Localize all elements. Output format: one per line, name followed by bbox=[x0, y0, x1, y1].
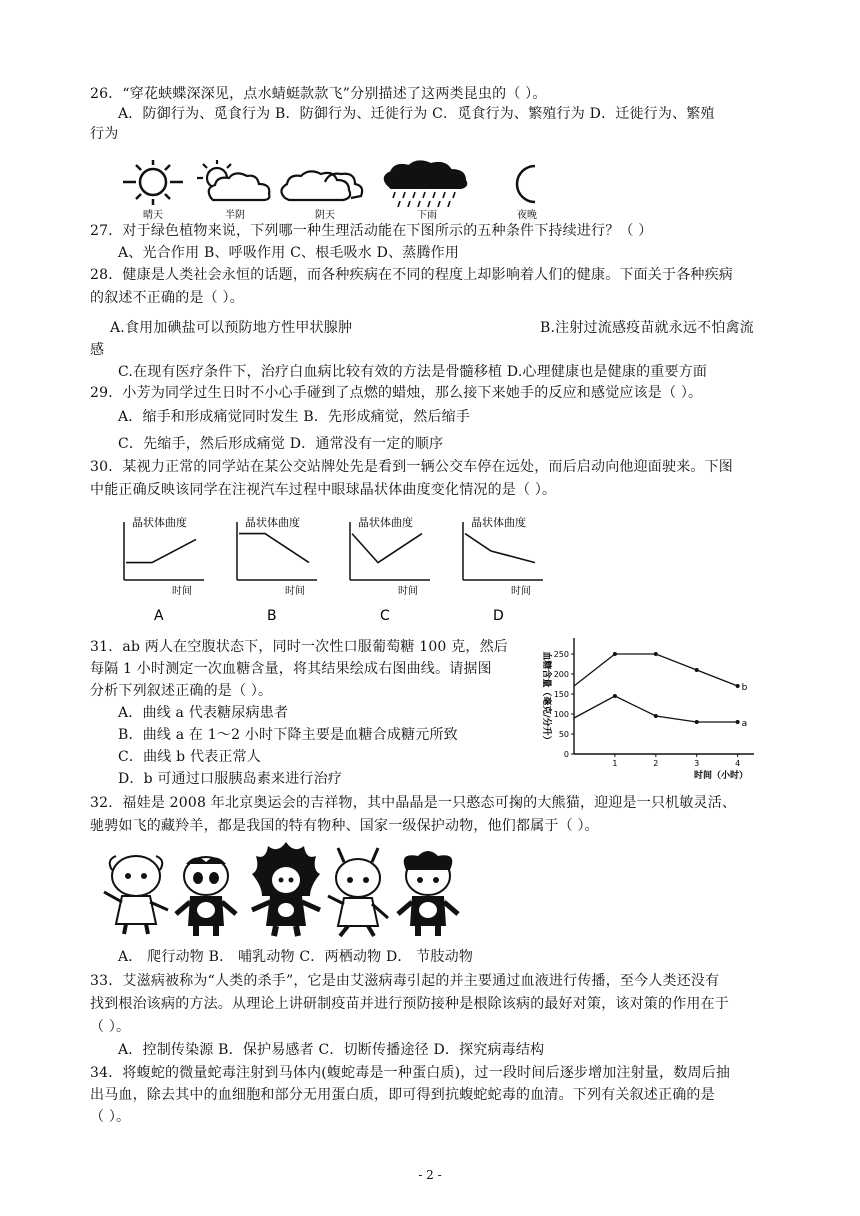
weather-label-cloudy: 阴天 bbox=[315, 210, 335, 221]
weather-figure bbox=[115, 160, 565, 222]
series-line-a bbox=[574, 696, 738, 722]
q33-stem-wrap2: （ ）。 bbox=[90, 1019, 131, 1035]
series-point-a bbox=[695, 720, 699, 724]
y-tick-label: 200 bbox=[553, 670, 569, 679]
lens-graph-D bbox=[463, 515, 543, 622]
weather-label-sunny: 晴天 bbox=[143, 210, 163, 221]
q31-stem: 31．ab 两人在空腹状态下，同时一次性口服葡萄糖 100 克，然后 bbox=[90, 639, 508, 655]
lens-graph-letter: B bbox=[267, 608, 277, 622]
mascot-jingjing bbox=[176, 857, 236, 936]
moon-icon bbox=[517, 166, 535, 202]
mascot-yingying bbox=[328, 848, 388, 936]
q31-option-d: D．b 可通过口服胰岛素来进行治疗 bbox=[118, 771, 343, 787]
q34-stem-wrap2: （ ）。 bbox=[90, 1109, 131, 1125]
q33-stem-wrap: 找到根治该病的方法。从理论上讲研制疫苗并进行预防接种是根除该病的最好对策，该对策的作用在于 bbox=[90, 996, 729, 1012]
lens-graph-ylabel: 晶状体曲度 bbox=[132, 516, 187, 529]
q31-option-a: A．曲线 a 代表糖尿病患者 bbox=[118, 705, 289, 721]
series-point-a bbox=[654, 714, 658, 718]
lens-graph-xlabel: 时间 bbox=[172, 586, 192, 597]
q31-stem-wrap: 每隔 1 小时测定一次血糖含量，将其结果绘成右图曲线。请据图 bbox=[90, 661, 492, 677]
rain-icon bbox=[385, 161, 467, 207]
series-line-b bbox=[574, 654, 738, 686]
q28-stem: 28．健康是人类社会永恒的话题，而各种疾病在不同的程度上却影响着人们的健康。下面关于各种疾病 bbox=[90, 267, 734, 283]
lens-graph-letter: C bbox=[380, 608, 390, 622]
mascot-beibei bbox=[104, 856, 168, 934]
q26-options-wrap: 行为 bbox=[90, 126, 119, 142]
series-point-b bbox=[736, 684, 740, 688]
q33-stem: 33．艾滋病被称为“人类的杀手”，它是由艾滋病毒引起的并主要通过血液进行传播，至今人类还没有 bbox=[90, 973, 720, 989]
mascot-nini bbox=[398, 851, 458, 936]
lens-graph-curve bbox=[465, 534, 535, 563]
y-axis-label: 血糖含量（毫克/分升） bbox=[541, 651, 551, 745]
q28-options-cd: C.在现有医疗条件下，治疗白血病比较有效的方法是骨髓移植 D.心理健康也是健康的重要方面 bbox=[118, 364, 708, 380]
lens-graph-xlabel: 时间 bbox=[398, 586, 418, 597]
cloud-icon bbox=[281, 171, 362, 200]
q26-stem: 26．“穿花蛱蝶深深见，点水蜻蜓款款飞”分别描述了这两类昆虫的（ ）。 bbox=[90, 86, 547, 102]
mascot-huanhuan bbox=[252, 842, 320, 936]
q28-option-b-wrap: 感 bbox=[90, 342, 105, 358]
q28-option-b: B.注射过流感疫苗就永远不怕禽流 bbox=[540, 320, 754, 336]
q30-stem: 30．某视力正常的同学站在某公交站牌处先是看到一辆公交车停在远处，而后启动向他迎面驶来。下图 bbox=[90, 459, 734, 475]
q34-stem: 34．将蝮蛇的微量蛇毒注射到马体内(蝮蛇毒是一种蛋白质)，过一段时间后逐步增加注射量，数周后抽 bbox=[90, 1065, 731, 1081]
lens-graph-B bbox=[237, 515, 317, 622]
q31-option-b: B．曲线 a 在 1～2 小时下降主要是血糖合成糖元所致 bbox=[118, 727, 458, 743]
series-label-b: b bbox=[741, 683, 748, 693]
weather-label-partly: 半阴 bbox=[225, 210, 245, 221]
q32-options: A． 爬行动物 B． 哺乳动物 C．两栖动物 D． 节肢动物 bbox=[118, 949, 474, 965]
series-point-a bbox=[613, 694, 617, 698]
y-tick-label: 150 bbox=[553, 690, 569, 699]
lens-graph-ylabel: 晶状体曲度 bbox=[471, 516, 526, 529]
weather-label-night: 夜晚 bbox=[517, 210, 537, 221]
lens-graph-C bbox=[350, 515, 430, 622]
lens-graph-xlabel: 时间 bbox=[285, 586, 305, 597]
lens-graph-xlabel: 时间 bbox=[511, 586, 531, 597]
x-tick-label: 1 bbox=[612, 759, 618, 768]
q27-stem: 27．对于绿色植物来说，下列哪一种生理活动能在下图所示的五种条件下持续进行？（ ） bbox=[90, 223, 653, 239]
lens-graph-letter: A bbox=[154, 608, 164, 622]
lens-graph-ylabel: 晶状体曲度 bbox=[245, 516, 300, 529]
q31-stem-wrap2: 分析下列叙述正确的是（ ）。 bbox=[90, 683, 273, 699]
q28-stem-wrap: 的叙述不正确的是（ ）。 bbox=[90, 290, 244, 306]
q32-stem-wrap: 驰骋如飞的藏羚羊，都是我国的特有物种、国家一级保护动物，他们都属于（ ）。 bbox=[90, 818, 599, 834]
page-number: - 2 - bbox=[418, 1168, 442, 1182]
q29-stem: 29．小芳为同学过生日时不小心手碰到了点燃的蜡烛，那么接下来她手的反应和感觉应该是（ ）。 bbox=[90, 385, 703, 401]
q30-stem-wrap: 中能正确反映该同学在注视汽车过程中眼球晶状体曲度变化情况的是（ ）。 bbox=[90, 482, 557, 498]
q29-options-ab: A．缩手和形成痛觉同时发生 B．先形成痛觉，然后缩手 bbox=[118, 409, 471, 425]
series-point-a bbox=[736, 720, 740, 724]
x-tick-label: 4 bbox=[735, 759, 741, 768]
fuwa-mascots-image bbox=[100, 840, 480, 940]
y-tick-label: 100 bbox=[553, 710, 569, 719]
lens-graph-ylabel: 晶状体曲度 bbox=[358, 516, 413, 529]
series-point-b bbox=[654, 652, 658, 656]
y-tick-label: 250 bbox=[553, 650, 569, 659]
x-tick-label: 3 bbox=[694, 759, 700, 768]
lens-graph-curve bbox=[352, 534, 422, 563]
lens-curvature-graphs bbox=[110, 512, 560, 622]
lens-graph-A bbox=[124, 515, 204, 622]
lens-graph-letter: D bbox=[493, 608, 504, 622]
q33-options: A．控制传染源 B．保护易感者 C．切断传播途径 D．探究病毒结构 bbox=[118, 1042, 545, 1058]
q27-options: A、光合作用 B、呼吸作用 C、根毛吸水 D、蒸腾作用 bbox=[118, 245, 460, 261]
blood-sugar-chart bbox=[530, 632, 770, 780]
q28-option-a: A.食用加碘盐可以预防地方性甲状腺肿 bbox=[110, 320, 353, 336]
q29-options-cd: C．先缩手，然后形成痛觉 D．通常没有一定的顺序 bbox=[118, 436, 444, 452]
x-axis-label: 时间（小时） bbox=[693, 771, 748, 780]
q31-option-c: C．曲线 b 代表正常人 bbox=[118, 749, 261, 765]
q32-stem: 32．福娃是 2008 年北京奥运会的吉祥物，其中晶晶是一只憨态可掬的大熊猫，迎迎是一只机敏灵活、 bbox=[90, 795, 737, 811]
partly-cloudy-icon bbox=[197, 160, 269, 200]
series-point-b bbox=[695, 668, 699, 672]
y-tick-label: 50 bbox=[558, 730, 569, 739]
x-tick-label: 2 bbox=[653, 759, 659, 768]
lens-graph-curve bbox=[126, 539, 196, 562]
y-tick-label: 0 bbox=[563, 750, 569, 759]
weather-label-rain: 下雨 bbox=[417, 210, 437, 221]
lens-graph-curve bbox=[239, 534, 309, 563]
series-label-a: a bbox=[741, 719, 748, 729]
series-point-b bbox=[613, 652, 617, 656]
q26-options: A．防御行为、觅食行为 B．防御行为、迁徙行为 C．觅食行为、繁殖行为 D．迁徙行为、繁殖 bbox=[118, 106, 715, 122]
sun-icon bbox=[123, 160, 183, 205]
q34-stem-wrap: 出马血，除去其中的血细胞和部分无用蛋白质，即可得到抗蝮蛇蛇毒的血清。下列有关叙述正确的是 bbox=[90, 1087, 715, 1103]
